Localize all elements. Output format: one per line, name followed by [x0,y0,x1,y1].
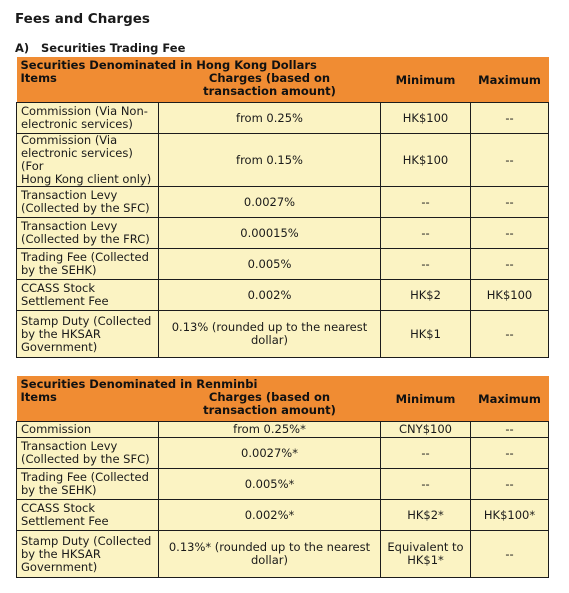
maximum-cell [471,134,549,187]
minimum-cell [381,218,471,249]
charge-cell [159,422,381,438]
item-cell-text: CCASS Stock [21,501,96,515]
item-cell [17,531,159,578]
charge-cell-text: dollar) [251,333,288,347]
item-cell-text: Stamp Duty (Collected [21,533,152,548]
table-row [17,187,549,218]
charge-cell [159,218,381,249]
header-maximum: Maximum [471,72,549,103]
header-items: Items [17,72,159,103]
charge-cell [159,249,381,280]
item-cell-text: Trading Fee (Collected [21,250,149,264]
minimum-cell-text: -- [421,194,430,209]
page-title: Fees and Charges [15,11,150,27]
item-cell-text: Transaction Levy [21,439,118,453]
item-cell-text: Stamp Duty (Collected [21,313,152,328]
maximum-cell-text: -- [505,326,514,341]
minimum-cell [381,500,471,531]
item-cell-text: by the SEHK) [21,483,97,497]
item-cell [17,218,159,249]
table-body [17,103,549,358]
item-cell [17,500,159,531]
charge-cell-text: 0.0027% [243,194,296,209]
maximum-cell [471,280,549,311]
charge-cell-text: 0.0027%* [241,445,298,460]
item-cell [17,311,159,358]
charge-cell-text: dollar) [251,553,288,567]
charge-cell [159,280,381,311]
item-cell [17,103,159,134]
header-charges [159,72,381,103]
item-cell-text: Trading Fee (Collected [21,470,149,484]
maximum-cell-text: -- [505,546,514,561]
item-cell-text: (Collected by the SFC) [21,452,150,466]
item-cell [17,280,159,311]
charge-cell [159,103,381,134]
charge-cell-text: 0.005% [247,256,292,271]
item-cell-text: by the HKSAR [21,546,101,561]
maximum-cell [471,218,549,249]
table-row [17,311,549,358]
charge-cell [159,500,381,531]
charge-cell-text: from 0.15% [236,152,303,167]
header-minimum: Minimum [381,391,471,422]
minimum-cell-text: HK$1* [407,553,444,567]
item-cell-text: Government) [21,559,98,574]
minimum-cell-text: Equivalent to [387,540,464,554]
minimum-cell-text: HK$2* [407,507,444,522]
minimum-cell [381,187,471,218]
item-cell-text: by the SEHK) [21,263,97,277]
header-charges-line1: Charges (based on [208,390,331,404]
item-cell-text: CCASS Stock [21,281,96,295]
section-letter: A) [15,41,30,55]
item-cell-text: by the HKSAR [21,326,101,341]
table-row [17,218,549,249]
maximum-cell-text: -- [505,110,514,125]
table-header-row [17,72,549,103]
item-cell [17,187,159,218]
item-cell-text: Commission (Via Non- [21,104,148,118]
header-items: Items [17,391,159,422]
table-title-row [17,376,549,391]
minimum-cell-text: -- [421,256,430,271]
minimum-cell [381,249,471,280]
table-header-row [17,391,549,422]
maximum-cell-text: -- [505,445,514,460]
charge-cell-text: 0.002%* [244,507,295,522]
minimum-cell [381,422,471,438]
item-cell-text: Commission [21,422,92,436]
maximum-cell-text: HK$100* [483,507,536,522]
charge-cell [159,187,381,218]
item-cell [17,422,159,438]
minimum-cell-text: HK$100 [402,110,449,125]
table-row [17,103,549,134]
hkd-fee-table [16,57,549,358]
header-charges-line2: transaction amount) [203,403,336,417]
charge-cell [159,134,381,187]
charge-cell-text: from 0.25% [236,110,303,125]
minimum-cell [381,469,471,500]
maximum-cell [471,103,549,134]
maximum-cell [471,311,549,358]
minimum-cell-text: HK$100 [402,152,449,167]
item-cell-text: Settlement Fee [21,294,109,308]
header-charges [159,391,381,422]
minimum-cell [381,134,471,187]
minimum-cell-text: HK$1 [410,326,441,341]
header-charges-line1: Charges (based on [208,71,331,85]
item-cell [17,438,159,469]
maximum-cell [471,187,549,218]
charge-cell [159,531,381,578]
maximum-cell-text: -- [505,152,514,167]
charge-cell-text: 0.002% [247,287,292,302]
item-cell-text: Commission (Via [21,133,118,147]
section-title-text: Securities Trading Fee [41,41,186,55]
maximum-cell [471,249,549,280]
minimum-cell [381,438,471,469]
charge-cell-text: 0.13%* (rounded up to the nearest [168,540,371,554]
minimum-cell-text: -- [421,225,430,240]
item-cell-text: electronic services)(For [21,146,133,173]
item-cell [17,249,159,280]
table-row [17,249,549,280]
maximum-cell-text: -- [505,225,514,240]
rmb-fee-table [16,376,549,578]
minimum-cell [381,280,471,311]
item-cell-text: Government) [21,339,98,354]
table-row [17,438,549,469]
minimum-cell-text: -- [421,445,430,460]
maximum-cell-text: -- [505,194,514,209]
maximum-cell [471,531,549,578]
maximum-cell-text: HK$100 [486,287,533,302]
item-cell [17,469,159,500]
charge-cell-text: 0.13% (rounded up to the nearest [171,320,368,334]
maximum-cell [471,422,549,438]
charge-cell [159,311,381,358]
table-row [17,531,549,578]
minimum-cell [381,531,471,578]
table-title: Securities Denominated in Hong Kong Dollars [17,57,549,72]
maximum-cell-text: -- [505,422,514,436]
minimum-cell-text: HK$2 [410,287,441,302]
header-maximum: Maximum [471,391,549,422]
item-cell-text: (Collected by the SFC) [21,201,150,215]
item-cell [17,134,159,187]
charge-cell [159,438,381,469]
item-cell-text: Hong Kong client only) [21,172,152,186]
item-cell-text: (Collected by the FRC) [21,232,150,246]
maximum-cell [471,469,549,500]
minimum-cell-text: CNY$100 [399,422,452,436]
header-charges-line2: transaction amount) [203,84,336,98]
table-row [17,422,549,438]
section-title [15,41,185,55]
maximum-cell [471,438,549,469]
table-row [17,500,549,531]
charge-cell-text: 0.00015% [240,225,299,240]
maximum-cell-text: -- [505,476,514,491]
maximum-cell [471,500,549,531]
charge-cell-text: 0.005%* [244,476,295,491]
charge-cell-text: from 0.25%* [233,422,306,436]
item-cell-text: Settlement Fee [21,514,109,528]
header-minimum: Minimum [381,72,471,103]
item-cell-text: Transaction Levy [21,219,118,233]
table-row [17,280,549,311]
minimum-cell [381,103,471,134]
minimum-cell [381,311,471,358]
table-row [17,469,549,500]
table-row [17,134,549,187]
table-body [17,422,549,578]
maximum-cell-text: -- [505,256,514,271]
item-cell-text: electronic services) [21,117,133,131]
table-title-row [17,57,549,72]
item-cell-text: Transaction Levy [21,188,118,202]
table-title: Securities Denominated in Renminbi [17,376,549,391]
minimum-cell-text: -- [421,476,430,491]
charge-cell [159,469,381,500]
